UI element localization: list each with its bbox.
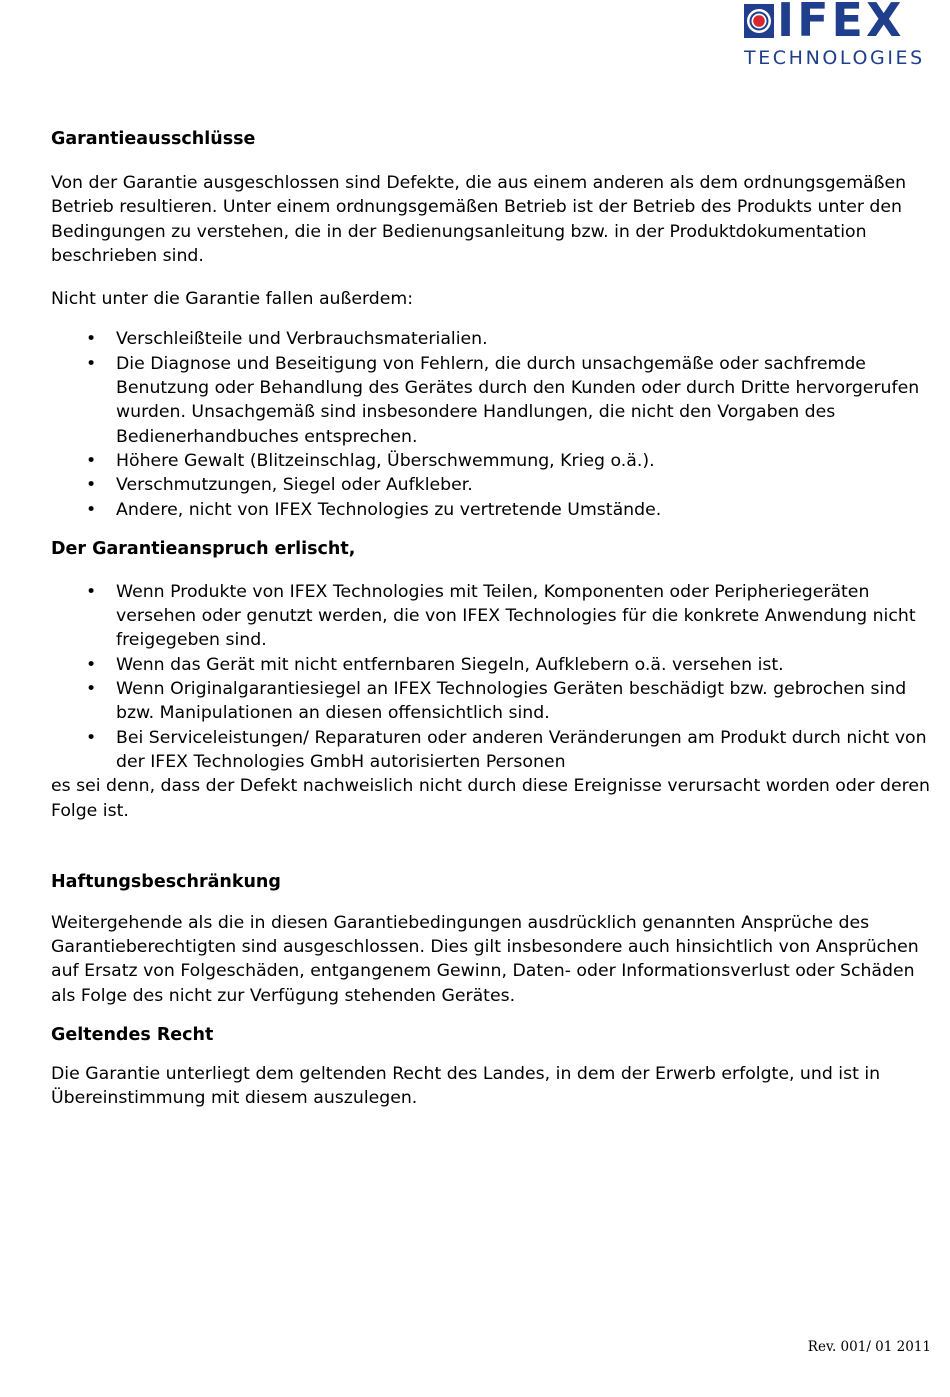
bullet-icon: •: [86, 475, 97, 496]
bullet-icon: •: [86, 499, 97, 520]
list-item-text: Andere, nicht von IFEX Technologies zu vertretende Umstände.: [116, 499, 662, 520]
heading-expiry: Der Garantieanspruch erlischt,: [51, 538, 356, 559]
bullet-icon: •: [86, 727, 97, 748]
logo-tagline: TECHNOLOGIES: [744, 47, 925, 69]
logo-brand-text: IFEX: [777, 0, 905, 47]
section-liability: [51, 869, 944, 1008]
heading-law: Geltendes Recht: [51, 1025, 214, 1046]
list-item-text: Wenn das Gerät mit nicht entfernbaren Siegeln, Aufklebern o.ä. versehen ist.: [116, 654, 784, 675]
list-item: [51, 677, 944, 726]
revision-note: Rev. 001/ 01 2011: [807, 1339, 931, 1355]
heading-liability: Haftungsbeschränkung: [51, 871, 281, 892]
list-item-text: Bei Serviceleistungen/ Reparaturen oder anderen Veränderungen am Produkt durch nicht von der IFEX Technologies GmbH autorisierten Personen: [116, 727, 927, 772]
list-item: [51, 498, 944, 522]
list-item: [51, 327, 944, 351]
liability-text: Weitergehende als die in diesen Garantiebedingungen ausdrücklich genannten Ansprüche des Garantieberechtigten sind ausgeschlossen. Dies gilt insbesondere auch hinsichtlich von Ansprüchen auf Ersatz von Folgeschäden, entgangenem Gewinn, Daten- oder Informationsverlust oder Schäden als Folge des nicht zur Verfügung stehenden Gerätes.: [51, 912, 919, 1006]
ifex-emblem-icon: [744, 4, 774, 38]
bullet-icon: •: [86, 654, 97, 675]
exclusions-list: [51, 327, 944, 521]
list-item: [51, 580, 944, 653]
list-item-text: Höhere Gewalt (Blitzeinschlag, Überschwemmung, Krieg o.ä.).: [116, 450, 655, 471]
exclusions-intro: Von der Garantie ausgeschlossen sind Defekte, die aus einem anderen als dem ordnungsgemäßen Betrieb resultieren. Unter einem ordnungsgemäßen Betrieb ist der Betrieb des Produkts unter den Bedingungen zu verstehen, die in der Bedienungsanleitung bzw. in der Produktdokumentation beschrieben sind.: [51, 173, 907, 266]
heading-exclusions: Garantieausschlüsse: [51, 129, 256, 149]
bullet-icon: •: [86, 679, 97, 700]
law-text: Die Garantie unterliegt dem geltenden Recht des Landes, in dem der Erwerb erfolgte, und ist in Übereinstimmung mit diesem auszulegen.: [51, 1064, 881, 1109]
expiry-closing: es sei denn, dass der Defekt nachweislich nicht durch diese Ereignisse verursacht worden oder deren Folge ist.: [51, 776, 930, 821]
list-item-text: Verschleißteile und Verbrauchsmaterialien.: [116, 329, 488, 350]
list-item: [51, 473, 944, 497]
list-item: [51, 352, 944, 449]
list-item: [51, 449, 944, 473]
list-item: [51, 653, 944, 677]
company-logo: [744, 2, 940, 72]
exclusions-lead: Nicht unter die Garantie fallen außerdem:: [51, 289, 414, 310]
expiry-list: [51, 580, 944, 774]
bullet-icon: •: [86, 353, 97, 374]
bullet-icon: •: [86, 329, 97, 350]
warranty-content: [51, 126, 944, 1111]
section-exclusions: [51, 126, 944, 522]
list-item-text: Wenn Originalgarantiesiegel an IFEX Technologies Geräten beschädigt bzw. gebrochen sind bzw. Manipulationen an diesen offensichtlich sind.: [116, 679, 907, 724]
list-item-text: Verschmutzungen, Siegel oder Aufkleber.: [116, 475, 473, 496]
section-law: [51, 1022, 944, 1111]
bullet-icon: •: [86, 581, 97, 602]
list-item-text: Die Diagnose und Beseitigung von Fehlern, die durch unsachgemäße oder sachfremde Benutzung oder Behandlung des Gerätes durch den Kunden oder durch Dritte hervorgerufen wurden. Unsachgemäß sind insbesondere Handlungen, die nicht den Vorgaben des Bedienerhandbuches entsprechen.: [116, 353, 920, 447]
bullet-icon: •: [86, 450, 97, 471]
section-expiry: [51, 536, 944, 823]
list-item-text: Wenn Produkte von IFEX Technologies mit Teilen, Komponenten oder Peripheriegeräten versehen oder genutzt werden, die von IFEX Technologies für die konkrete Anwendung nicht freigegeben sind.: [116, 581, 916, 651]
list-item: [51, 726, 944, 775]
